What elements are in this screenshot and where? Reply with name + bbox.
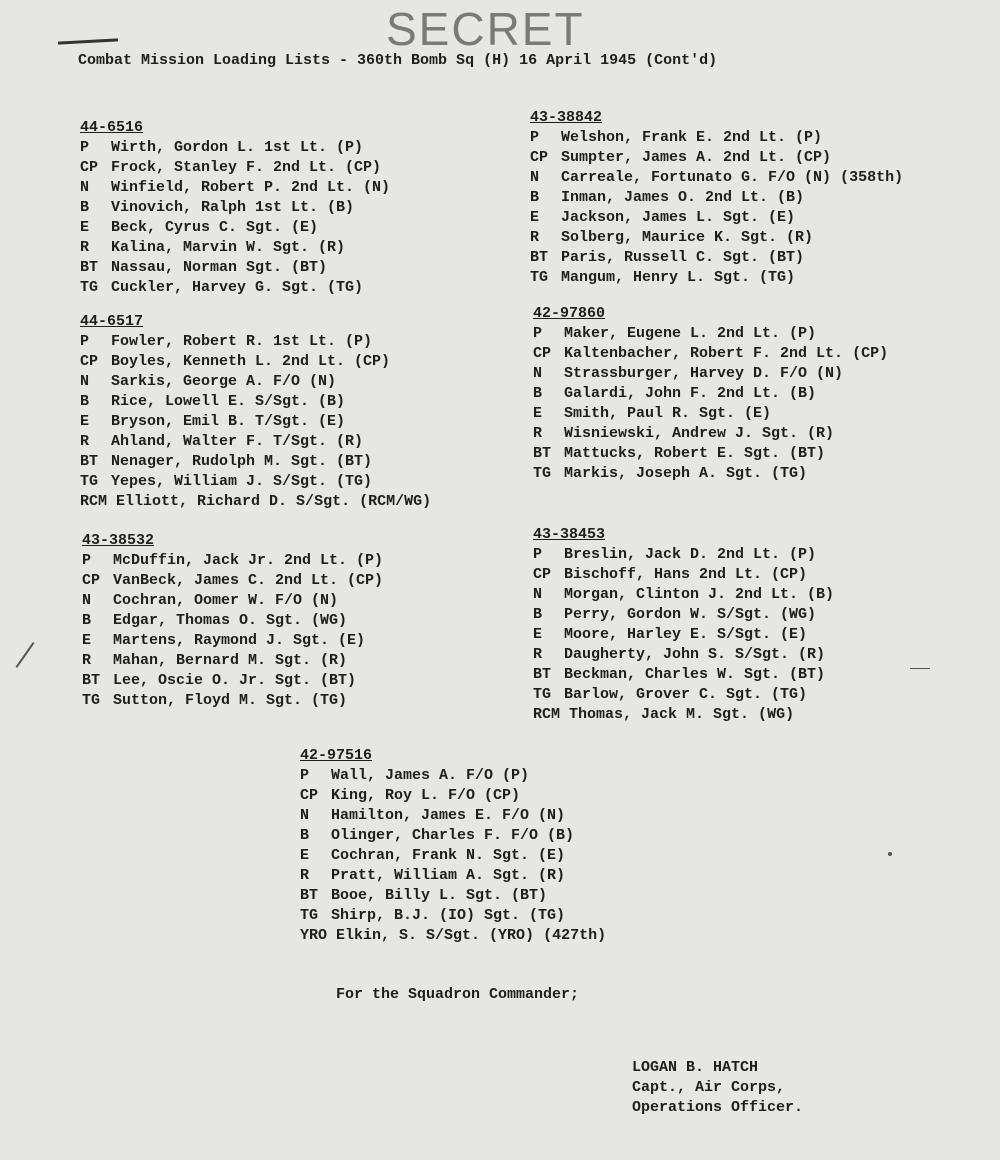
crew-member-name: Inman, James O. 2nd Lt. (B) xyxy=(561,189,805,206)
crew-member-name: Mattucks, Robert E. Sgt. (BT) xyxy=(564,445,826,462)
crew-member-row xyxy=(533,444,888,464)
crew-member-name: Beck, Cyrus C. Sgt. (E) xyxy=(111,219,319,236)
crew-member-row xyxy=(300,766,606,786)
crew-member-row xyxy=(300,926,606,946)
crew-position: BT xyxy=(82,672,101,689)
crew-member-row xyxy=(533,565,834,585)
crew-position: TG xyxy=(533,686,552,703)
crew-member-name: Olinger, Charles F. F/O (B) xyxy=(331,827,575,844)
crew-member-name: Kaltenbacher, Robert F. 2nd Lt. (CP) xyxy=(564,345,889,362)
crew-member-name: Welshon, Frank E. 2nd Lt. (P) xyxy=(561,129,823,146)
crew-position: RCM xyxy=(533,706,561,723)
aircraft-tail-number: 44-6516 xyxy=(80,119,144,136)
crew-member-name: Morgan, Clinton J. 2nd Lt. (B) xyxy=(564,586,835,603)
crew-member-name: Wall, James A. F/O (P) xyxy=(331,767,530,784)
crew-position: P xyxy=(80,139,90,156)
crew-position: TG xyxy=(533,465,552,482)
crew-position: E xyxy=(530,209,540,226)
aircraft-tail-number: 44-6517 xyxy=(80,313,144,330)
crew-member-row xyxy=(533,705,834,725)
margin-mark xyxy=(888,852,892,856)
crew-member-row xyxy=(533,605,834,625)
crew-member-row xyxy=(80,178,390,198)
crew-member-row xyxy=(533,645,834,665)
crew-position: E xyxy=(80,413,90,430)
crew-member-name: Galardi, John F. 2nd Lt. (B) xyxy=(564,385,817,402)
crew-member-name: Booe, Billy L. Sgt. (BT) xyxy=(331,887,548,904)
crew-position: CP xyxy=(80,353,99,370)
crew-member-name: King, Roy L. F/O (CP) xyxy=(331,787,521,804)
crew-member-name: Nenager, Rudolph M. Sgt. (BT) xyxy=(111,453,373,470)
crew-position: YRO xyxy=(300,927,328,944)
crew-member-name: Barlow, Grover C. Sgt. (TG) xyxy=(564,686,808,703)
crew-member-row xyxy=(530,188,903,208)
crew-member-name: Frock, Stanley F. 2nd Lt. (CP) xyxy=(111,159,382,176)
crew-position: B xyxy=(82,612,92,629)
crew-position: N xyxy=(80,373,90,390)
crew-member-name: Shirp, B.J. (IO) Sgt. (TG) xyxy=(331,907,566,924)
aircraft-tail-number: 43-38453 xyxy=(533,526,606,543)
crew-member-name: Hamilton, James E. F/O (N) xyxy=(331,807,566,824)
crew-block xyxy=(530,108,903,288)
crew-member-name: Perry, Gordon W. S/Sgt. (WG) xyxy=(564,606,817,623)
crew-position: TG xyxy=(530,269,549,286)
crew-member-name: Sarkis, George A. F/O (N) xyxy=(111,373,337,390)
crew-position: R xyxy=(82,652,92,669)
crew-block xyxy=(82,531,383,711)
crew-position: B xyxy=(530,189,540,206)
crew-member-row xyxy=(82,691,383,711)
crew-position: TG xyxy=(300,907,319,924)
margin-mark xyxy=(910,668,930,669)
crew-member-row xyxy=(533,384,888,404)
signature-rank: Capt., Air Corps, xyxy=(632,1079,786,1096)
crew-position: CP xyxy=(533,345,552,362)
crew-block xyxy=(80,312,431,512)
crew-member-row xyxy=(530,268,903,288)
crew-position: R xyxy=(533,646,543,663)
crew-member-row xyxy=(300,866,606,886)
crew-member-row xyxy=(530,248,903,268)
crew-block xyxy=(300,746,606,946)
crew-member-name: Lee, Oscie O. Jr. Sgt. (BT) xyxy=(113,672,357,689)
crew-member-row xyxy=(80,492,431,512)
crew-position: CP xyxy=(533,566,552,583)
crew-position: E xyxy=(533,626,543,643)
crew-position: P xyxy=(533,325,543,342)
crew-member-name: Breslin, Jack D. 2nd Lt. (P) xyxy=(564,546,817,563)
crew-member-name: VanBeck, James C. 2nd Lt. (CP) xyxy=(113,572,384,589)
margin-mark xyxy=(16,642,35,668)
crew-member-name: Elkin, S. S/Sgt. (YRO) (427th) xyxy=(336,927,607,944)
crew-member-name: Fowler, Robert R. 1st Lt. (P) xyxy=(111,333,373,350)
crew-member-row xyxy=(82,631,383,651)
crew-member-name: Martens, Raymond J. Sgt. (E) xyxy=(113,632,366,649)
crew-member-name: Daugherty, John S. S/Sgt. (R) xyxy=(564,646,826,663)
crew-member-row xyxy=(300,906,606,926)
crew-position: BT xyxy=(300,887,319,904)
aircraft-tail-number: 42-97516 xyxy=(300,747,373,764)
crew-member-row xyxy=(80,472,431,492)
crew-member-row xyxy=(80,452,431,472)
crew-position: B xyxy=(533,385,543,402)
crew-position: B xyxy=(533,606,543,623)
crew-member-row xyxy=(82,551,383,571)
crew-member-name: Bryson, Emil B. T/Sgt. (E) xyxy=(111,413,346,430)
crew-member-name: Moore, Harley E. S/Sgt. (E) xyxy=(564,626,808,643)
crew-member-row xyxy=(533,404,888,424)
crew-member-row xyxy=(80,372,431,392)
crew-member-row xyxy=(80,198,390,218)
crew-member-row xyxy=(82,651,383,671)
crew-position: P xyxy=(80,333,90,350)
crew-member-name: Jackson, James L. Sgt. (E) xyxy=(561,209,796,226)
crew-member-row xyxy=(530,128,903,148)
crew-position: CP xyxy=(80,159,99,176)
crew-member-row xyxy=(300,846,606,866)
crew-member-row xyxy=(533,665,834,685)
crew-member-row xyxy=(300,806,606,826)
crew-member-row xyxy=(80,278,390,298)
crew-member-name: Cochran, Frank N. Sgt. (E) xyxy=(331,847,566,864)
crew-member-name: Rice, Lowell E. S/Sgt. (B) xyxy=(111,393,346,410)
crew-position: TG xyxy=(80,473,99,490)
crew-member-row xyxy=(80,332,431,352)
crew-position: BT xyxy=(533,445,552,462)
crew-member-name: Vinovich, Ralph 1st Lt. (B) xyxy=(111,199,355,216)
crew-position: P xyxy=(82,552,92,569)
crew-member-row xyxy=(82,591,383,611)
crew-member-name: Maker, Eugene L. 2nd Lt. (P) xyxy=(564,325,817,342)
crew-position: TG xyxy=(80,279,99,296)
signature-title: Operations Officer. xyxy=(632,1099,804,1116)
crew-member-name: Nassau, Norman Sgt. (BT) xyxy=(111,259,328,276)
for-commander-line: For the Squadron Commander; xyxy=(336,986,580,1003)
crew-member-name: Solberg, Maurice K. Sgt. (R) xyxy=(561,229,814,246)
crew-position: E xyxy=(300,847,310,864)
crew-position: CP xyxy=(530,149,549,166)
crew-block xyxy=(533,525,834,725)
crew-member-name: Sumpter, James A. 2nd Lt. (CP) xyxy=(561,149,832,166)
crew-position: N xyxy=(533,586,543,603)
crew-position: N xyxy=(300,807,310,824)
crew-member-name: Strassburger, Harvey D. F/O (N) xyxy=(564,365,844,382)
crew-position: N xyxy=(82,592,92,609)
crew-position: R xyxy=(533,425,543,442)
crew-position: RCM xyxy=(80,493,108,510)
crew-member-name: Wirth, Gordon L. 1st Lt. (P) xyxy=(111,139,364,156)
crew-member-row xyxy=(530,208,903,228)
aircraft-tail-number: 43-38842 xyxy=(530,109,603,126)
crew-member-name: Bischoff, Hans 2nd Lt. (CP) xyxy=(564,566,808,583)
crew-member-row xyxy=(533,364,888,384)
crew-member-name: Sutton, Floyd M. Sgt. (TG) xyxy=(113,692,348,709)
crew-position: BT xyxy=(533,666,552,683)
crew-member-row xyxy=(533,324,888,344)
crew-member-row xyxy=(80,138,390,158)
crew-position: P xyxy=(530,129,540,146)
crew-member-name: Boyles, Kenneth L. 2nd Lt. (CP) xyxy=(111,353,391,370)
crew-position: E xyxy=(533,405,543,422)
crew-position: CP xyxy=(300,787,319,804)
crew-member-row xyxy=(533,585,834,605)
crew-member-row xyxy=(533,464,888,484)
crew-position: P xyxy=(533,546,543,563)
crew-member-row xyxy=(82,611,383,631)
crew-position: N xyxy=(530,169,540,186)
crew-member-name: Pratt, William A. Sgt. (R) xyxy=(331,867,566,884)
crew-member-name: Edgar, Thomas O. Sgt. (WG) xyxy=(113,612,348,629)
crew-member-name: Cuckler, Harvey G. Sgt. (TG) xyxy=(111,279,364,296)
crew-member-name: Kalina, Marvin W. Sgt. (R) xyxy=(111,239,346,256)
signature-block xyxy=(632,1058,803,1118)
crew-member-row xyxy=(80,218,390,238)
crew-position: E xyxy=(80,219,90,236)
crew-member-name: Ahland, Walter F. T/Sgt. (R) xyxy=(111,433,364,450)
crew-member-name: Winfield, Robert P. 2nd Lt. (N) xyxy=(111,179,391,196)
crew-member-row xyxy=(533,424,888,444)
crew-member-name: Thomas, Jack M. Sgt. (WG) xyxy=(569,706,795,723)
crew-position: B xyxy=(80,393,90,410)
secret-stamp: SECRET xyxy=(386,3,585,55)
crew-position: B xyxy=(80,199,90,216)
crew-member-row xyxy=(300,886,606,906)
aircraft-tail-number: 43-38532 xyxy=(82,532,155,549)
crew-member-row xyxy=(300,786,606,806)
crew-member-row xyxy=(80,352,431,372)
crew-member-row xyxy=(82,671,383,691)
crew-member-row xyxy=(300,826,606,846)
crew-member-name: Yepes, William J. S/Sgt. (TG) xyxy=(111,473,373,490)
crew-member-name: Wisniewski, Andrew J. Sgt. (R) xyxy=(564,425,835,442)
crew-member-name: Carreale, Fortunato G. F/O (N) (358th) xyxy=(561,169,904,186)
crew-member-name: Markis, Joseph A. Sgt. (TG) xyxy=(564,465,808,482)
crew-position: N xyxy=(533,365,543,382)
crew-member-name: Mahan, Bernard M. Sgt. (R) xyxy=(113,652,348,669)
crew-member-row xyxy=(82,571,383,591)
crew-member-name: Elliott, Richard D. S/Sgt. (RCM/WG) xyxy=(116,493,432,510)
pen-mark xyxy=(58,38,118,44)
crew-position: R xyxy=(80,433,90,450)
crew-member-name: Cochran, Oomer W. F/O (N) xyxy=(113,592,339,609)
crew-position: R xyxy=(300,867,310,884)
crew-member-row xyxy=(533,685,834,705)
crew-position: BT xyxy=(80,259,99,276)
crew-position: N xyxy=(80,179,90,196)
crew-position: CP xyxy=(82,572,101,589)
crew-member-name: McDuffin, Jack Jr. 2nd Lt. (P) xyxy=(113,552,384,569)
crew-member-row xyxy=(530,228,903,248)
crew-member-row xyxy=(530,148,903,168)
crew-block xyxy=(533,304,888,484)
crew-member-row xyxy=(80,412,431,432)
crew-member-row xyxy=(533,545,834,565)
aircraft-tail-number: 42-97860 xyxy=(533,305,606,322)
crew-position: BT xyxy=(80,453,99,470)
crew-block xyxy=(80,118,390,298)
crew-position: R xyxy=(80,239,90,256)
signature-name: LOGAN B. HATCH xyxy=(632,1059,759,1076)
crew-position: P xyxy=(300,767,310,784)
crew-position: TG xyxy=(82,692,101,709)
document-title: Combat Mission Loading Lists - 360th Bomb Sq (H) 16 April 1945 (Cont'd) xyxy=(78,52,718,69)
crew-member-row xyxy=(80,392,431,412)
crew-position: R xyxy=(530,229,540,246)
crew-member-name: Mangum, Henry L. Sgt. (TG) xyxy=(561,269,796,286)
crew-member-name: Smith, Paul R. Sgt. (E) xyxy=(564,405,772,422)
crew-position: B xyxy=(300,827,310,844)
crew-member-row xyxy=(80,238,390,258)
crew-position: E xyxy=(82,632,92,649)
crew-member-row xyxy=(530,168,903,188)
crew-member-row xyxy=(533,625,834,645)
crew-member-name: Paris, Russell C. Sgt. (BT) xyxy=(561,249,805,266)
crew-member-row xyxy=(80,258,390,278)
crew-position: BT xyxy=(530,249,549,266)
crew-member-row xyxy=(80,432,431,452)
crew-member-name: Beckman, Charles W. Sgt. (BT) xyxy=(564,666,826,683)
crew-member-row xyxy=(533,344,888,364)
crew-member-row xyxy=(80,158,390,178)
